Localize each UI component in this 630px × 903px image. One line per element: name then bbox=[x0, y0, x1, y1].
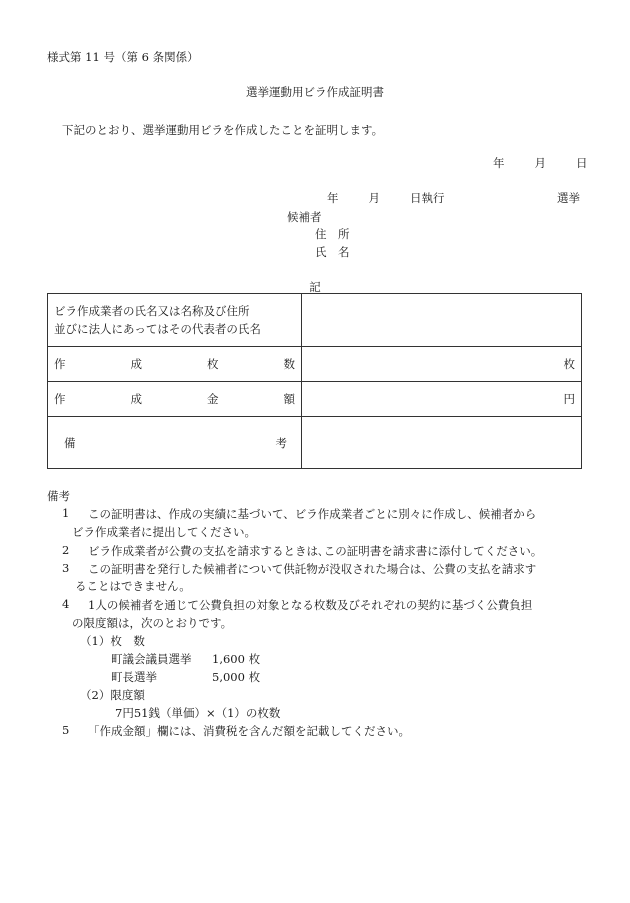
remarks-label-char: 考 bbox=[275, 435, 287, 450]
notes-heading: 備考 bbox=[47, 489, 70, 503]
table-row bbox=[48, 347, 582, 382]
form-number: 様式第 11 号（第 6 条関係） bbox=[47, 50, 199, 64]
table-row bbox=[48, 382, 582, 417]
note-3-line2: ることはできません。 bbox=[75, 579, 191, 593]
note-4-number: 4 bbox=[62, 597, 70, 611]
table-row bbox=[48, 294, 582, 347]
record-label: 記 bbox=[309, 280, 321, 294]
note-2-line1: ビラ作成業者が公費の支払を請求するときは､この証明書を請求書に添付してください。 bbox=[88, 544, 543, 558]
election-month: 月 bbox=[368, 191, 380, 205]
note-4-sub1-b-value: 5,000 枚 bbox=[212, 670, 261, 684]
issue-date bbox=[493, 155, 588, 171]
note-4-line2: の限度額は，次のとおりです。 bbox=[72, 616, 233, 630]
amount-label-cell bbox=[48, 382, 302, 417]
quantity-label-char: 成 bbox=[130, 357, 142, 371]
vendor-label-cell bbox=[48, 294, 302, 347]
quantity-label-char: 作 bbox=[54, 357, 66, 371]
amount-label-char: 金 bbox=[207, 392, 219, 406]
name-label: 氏 名 bbox=[315, 245, 350, 259]
candidate-label: 候補者 bbox=[287, 210, 322, 224]
address-label: 住 所 bbox=[315, 227, 350, 241]
amount-label-char: 額 bbox=[283, 392, 295, 406]
vendor-label-line2: 並びに法人にあってはその代表者の氏名 bbox=[54, 322, 261, 336]
quantity-label-cell bbox=[48, 347, 302, 382]
note-4-sub2-label: （2）限度額 bbox=[80, 688, 145, 702]
election-type: 選挙 bbox=[557, 191, 580, 205]
date-day: 日 bbox=[576, 156, 588, 170]
vendor-label-line1: ビラ作成業者の氏名又は名称及び住所 bbox=[54, 304, 250, 318]
date-year: 年 bbox=[493, 156, 505, 170]
note-4-sub1-label: （1）枚 数 bbox=[80, 634, 145, 648]
quantity-value-cell[interactable] bbox=[302, 347, 582, 382]
note-2-number: 2 bbox=[62, 543, 70, 557]
note-3-line1: この証明書を発行した候補者について供託物が没収された場合は、公費の支払を請求す bbox=[88, 562, 537, 576]
election-date bbox=[327, 190, 445, 206]
note-4-sub1-a-value: 1,600 枚 bbox=[212, 652, 261, 666]
amount-unit: 円 bbox=[563, 392, 575, 406]
note-5-line1: 「作成金額」欄には、消費税を含んだ額を記載してください。 bbox=[88, 724, 410, 738]
lead-text: 下記のとおり、選挙運動用ビラを作成したことを証明します。 bbox=[62, 123, 384, 137]
note-4-sub2-formula: 7円51銭（単価）×（1）の枚数 bbox=[115, 706, 281, 720]
election-year: 年 bbox=[327, 191, 339, 205]
note-3-number: 3 bbox=[62, 561, 70, 575]
amount-label-char: 成 bbox=[130, 392, 142, 406]
quantity-unit: 枚 bbox=[563, 357, 575, 371]
amount-value-cell[interactable] bbox=[302, 382, 582, 417]
table-row bbox=[48, 417, 582, 469]
remarks-value-cell[interactable] bbox=[302, 417, 582, 469]
remarks-label-char: 備 bbox=[64, 435, 76, 450]
note-4-sub1-b-label: 町長選挙 bbox=[111, 670, 157, 684]
election-day-exec: 日執行 bbox=[410, 191, 445, 205]
note-1-line2: ビラ作成業者に提出してください。 bbox=[72, 525, 256, 539]
certificate-table bbox=[47, 293, 582, 469]
vendor-value-cell[interactable] bbox=[302, 294, 582, 347]
quantity-label-char: 数 bbox=[283, 357, 295, 371]
note-4-sub1-a-label: 町議会議員選挙 bbox=[111, 652, 192, 666]
note-4-line1: 1人の候補者を通じて公費負担の対象となる枚数及びそれぞれの契約に基づく公費負担 bbox=[88, 598, 533, 612]
note-1-line1: この証明書は、作成の実績に基づいて、ビラ作成業者ごとに別々に作成し、候補者から bbox=[88, 507, 537, 521]
document-title: 選挙運動用ビラ作成証明書 bbox=[246, 85, 384, 99]
amount-label-char: 作 bbox=[54, 392, 66, 406]
note-1-number: 1 bbox=[62, 506, 70, 520]
quantity-label-char: 枚 bbox=[207, 357, 219, 371]
note-5-number: 5 bbox=[62, 723, 70, 737]
remarks-label-cell bbox=[48, 417, 302, 469]
date-month: 月 bbox=[534, 156, 546, 170]
